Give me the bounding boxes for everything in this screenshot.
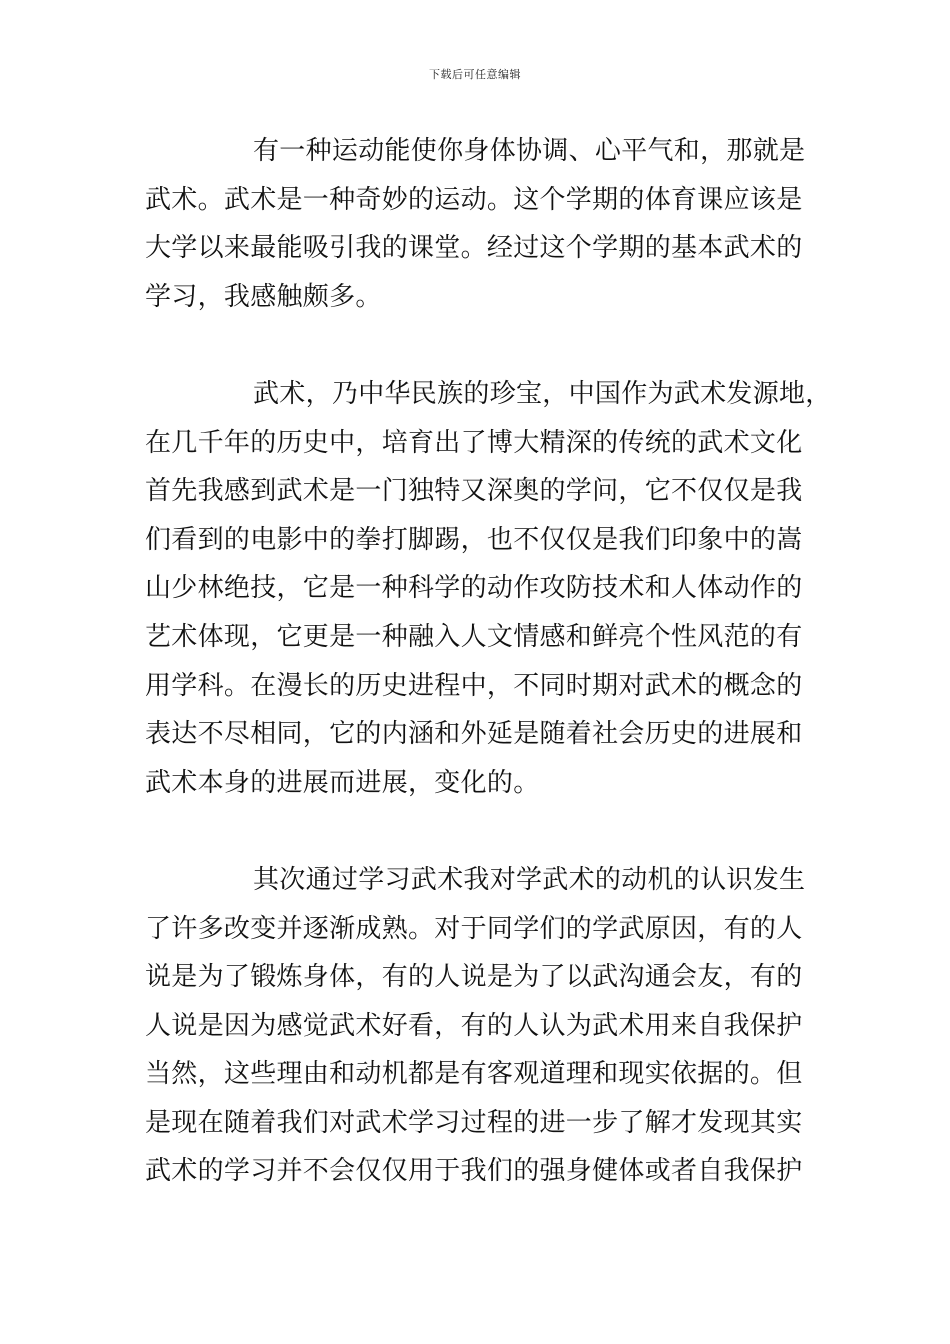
paragraph-line: 是现在随着我们对武术学习过程的进一步了解才发现其实 [145,1107,803,1138]
paragraph-spacer [145,807,815,856]
paragraph-line: 武术的学习并不会仅仅用于我们的强身健体或者自我保护 [145,1156,803,1187]
paragraph-line: 了许多改变并逐渐成熟。对于同学们的学武原因，有的人 [145,913,803,944]
paragraph-line: 用学科。在漫长的历史进程中，不同时期对武术的概念的 [145,670,803,701]
paragraph-spacer [145,321,815,370]
paragraph-line: 当然，这些理由和动机都是有客观道理和现实依据的。但 [145,1059,803,1090]
paragraph-line: 在几千年的历史中，培育出了博大精深的传统的武术文化 [145,427,803,458]
paragraph-1 [145,127,815,321]
paragraph-line: 首先我感到武术是一门独特又深奥的学问，它不仅仅是我 [145,476,803,507]
paragraph-line: 武术，乃中华民族的珍宝，中国作为武术发源地， [253,378,832,409]
paragraph-line: 说是为了锻炼身体，有的人说是为了以武沟通会友，有的 [145,962,803,993]
paragraph-line: 表达不尽相同，它的内涵和外延是随着社会历史的进展和 [145,719,803,750]
paragraph-line: 大学以来最能吸引我的课堂。经过这个学期的基本武术的 [145,233,803,264]
paragraph-line: 艺术体现，它更是一种融入人文情感和鲜亮个性风范的有 [145,621,803,652]
paragraph-line: 山少林绝技，它是一种科学的动作攻防技术和人体动作的 [145,573,803,604]
document-body [145,127,832,1196]
paragraph-3 [145,856,815,1196]
paragraph-2 [145,370,832,807]
paragraph-line: 其次通过学习武术我对学武术的动机的认识发生 [253,864,806,895]
paragraph-line: 有一种运动能使你身体协调、心平气和，那就是 [253,136,806,166]
paragraph-line: 学习，我感触颇多。 [145,281,382,312]
paragraph-line: 人说是因为感觉武术好看，有的人认为武术用来自我保护 [145,1010,803,1041]
paragraph-line: 武术本身的进展而进展，变化的。 [145,767,540,798]
paragraph-line: 武术。武术是一种奇妙的运动。这个学期的体育课应该是 [145,184,803,215]
page-header: 下载后可任意编辑 [429,68,521,81]
paragraph-line: 们看到的电影中的拳打脚踢，也不仅仅是我们印象中的嵩 [145,524,803,555]
